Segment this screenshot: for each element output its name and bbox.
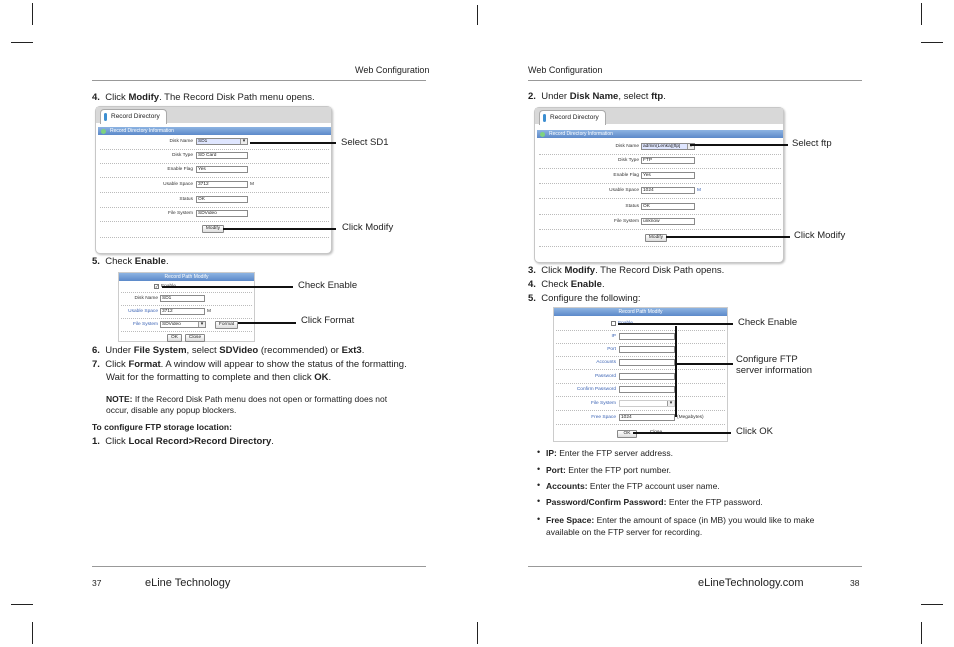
callout-configure-ftp: Configure FTP server information	[736, 354, 813, 376]
row-divider	[121, 318, 252, 319]
section-bar: Record Directory Information	[537, 130, 783, 138]
row-divider	[539, 168, 781, 169]
ok-button[interactable]: OK	[167, 334, 182, 342]
disk-name-field: SD1	[160, 295, 205, 302]
format-button[interactable]: Format	[215, 321, 238, 329]
usable-space-label: Usable Space	[163, 182, 193, 187]
disk-name-select[interactable]: admin(Lenka)[ftp] ▾	[641, 143, 695, 150]
tab-record-directory[interactable]: Record Directory	[539, 110, 606, 125]
row-divider	[121, 331, 252, 332]
free-space-unit: (Megabytes)	[677, 415, 704, 420]
footer-rule-right	[528, 566, 862, 567]
callout-pointer	[162, 286, 293, 288]
callout-select-ftp: Select ftp	[792, 138, 832, 149]
password-input[interactable]	[619, 373, 675, 380]
enable-flag-field: Yes	[641, 172, 695, 179]
callout-pointer	[666, 236, 790, 238]
bullet-ip: • IP: Enter the FTP server address.	[546, 447, 673, 459]
ok-button[interactable]: OK	[617, 430, 637, 438]
row-divider	[539, 214, 781, 215]
crop-mark	[921, 604, 943, 605]
step-1-left: 1. Click Local Record>Record Directory.	[92, 436, 274, 447]
callout-pointer	[633, 432, 731, 434]
confirm-password-label: Confirm Password	[576, 387, 616, 392]
callout-check-enable: Check Enable	[298, 280, 358, 291]
usable-space-field: 3712	[196, 181, 248, 188]
row-divider	[100, 207, 329, 208]
callout-check-enable: Check Enable	[738, 317, 798, 328]
accounts-label: Accounts	[596, 360, 616, 365]
callout-pointer	[223, 228, 336, 230]
callout-pointer	[675, 363, 733, 365]
accounts-input[interactable]	[619, 359, 675, 366]
row-divider	[100, 221, 329, 222]
disk-name-label: Disk Name	[615, 144, 639, 149]
free-space-label: Free Space	[591, 415, 616, 420]
row-divider	[539, 183, 781, 184]
row-divider	[539, 229, 781, 230]
row-divider	[100, 237, 329, 238]
crop-mark	[921, 3, 922, 25]
file-system-label: File System	[590, 401, 616, 406]
disk-type-field: FTP	[641, 157, 695, 164]
usable-space-unit: M	[250, 182, 254, 187]
usable-space-field: 1024	[641, 187, 695, 194]
callout-click-ok: Click OK	[736, 426, 773, 437]
record-path-modify-screenshot-1	[118, 272, 255, 342]
row-divider	[100, 163, 329, 164]
record-directory-screenshot-2	[534, 107, 784, 263]
file-system-field: SDVideo	[196, 210, 248, 217]
modify-button[interactable]: Modify	[202, 225, 224, 233]
disk-type-label: Disk Type	[172, 153, 193, 158]
row-divider	[100, 149, 329, 150]
note-text: NOTE: If the Record Disk Path menu does not open or formatting does not occur, disable any popup blockers.	[106, 394, 388, 415]
crop-mark	[921, 622, 922, 644]
disk-name-label: Disk Name	[134, 296, 158, 301]
callout-pointer	[618, 323, 733, 325]
file-system-label: File System	[167, 211, 193, 216]
confirm-password-input[interactable]	[619, 386, 675, 393]
step-4-right: 4. Check Enable.	[528, 279, 605, 290]
ip-label: IP	[611, 334, 616, 339]
row-divider	[556, 343, 725, 344]
row-divider	[539, 154, 781, 155]
row-divider	[100, 177, 329, 178]
section-bar: Record Path Modify	[554, 308, 727, 316]
status-label: Status	[625, 204, 639, 209]
footer-left: eLine Technology	[145, 577, 231, 589]
step-2-right: 2. Under Disk Name, select ftp.	[528, 91, 666, 102]
tab-record-directory[interactable]: Record Directory	[100, 109, 167, 124]
usable-space-label: Usable Space	[128, 309, 158, 314]
row-divider	[556, 383, 725, 384]
step-7-left: 7. Click Format. A window will appear to show the status of the formatting. Wait for the formatting to complete and then click OK.	[92, 359, 407, 383]
usable-space-label: Usable Space	[609, 188, 639, 193]
ftp-heading: To configure FTP storage location:	[92, 422, 232, 432]
file-system-select[interactable]: SDVideo ▾	[160, 321, 206, 328]
header-rule-right	[528, 80, 862, 81]
callout-bracket	[675, 326, 677, 417]
modify-button[interactable]: Modify	[645, 234, 667, 242]
callout-select-sd1: Select SD1	[341, 137, 389, 148]
bullet-password: • Password/Confirm Password: Enter the FTP password.	[546, 496, 763, 508]
crop-mark	[477, 622, 478, 644]
page-number-left: 37	[92, 578, 102, 588]
bullet-free-space: • Free Space: Enter the amount of space (in MB) you would like to make available on the FTP server for recording.	[546, 514, 814, 538]
row-divider	[539, 198, 781, 199]
file-system-select[interactable]	[619, 400, 675, 407]
enable-checkbox[interactable]	[611, 321, 616, 326]
port-label: Port	[607, 347, 616, 352]
status-label: Status	[179, 197, 193, 202]
record-path-modify-screenshot-2	[553, 307, 728, 442]
callout-pointer	[690, 144, 788, 146]
port-input[interactable]	[619, 346, 675, 353]
row-divider	[539, 246, 781, 247]
disk-name-select[interactable]: SD1 ▾	[196, 138, 248, 145]
section-bar: Record Directory Information	[98, 127, 331, 135]
step-5-right: 5. Configure the following:	[528, 293, 641, 304]
usable-space-field: 3712	[160, 308, 205, 315]
status-field: OK	[196, 196, 248, 203]
callout-click-modify: Click Modify	[794, 230, 846, 241]
section-bar: Record Path Modify	[119, 273, 254, 281]
crop-mark	[32, 622, 33, 644]
row-divider	[556, 396, 725, 397]
step-4-left: 4. Click Modify. The Record Disk Path menu opens.	[92, 92, 315, 103]
callout-click-modify: Click Modify	[342, 222, 394, 233]
free-space-input[interactable]: 1024	[619, 414, 675, 421]
status-field: OK	[641, 203, 695, 210]
bullet-port: • Port: Enter the FTP port number.	[546, 464, 671, 476]
usable-space-unit: M	[207, 309, 211, 314]
page-header-left: Web Configuration	[355, 65, 430, 75]
crop-mark	[32, 3, 33, 25]
step-5-left: 5. Check Enable.	[92, 256, 169, 267]
callout-click-format: Click Format	[301, 315, 355, 326]
usable-space-unit: M	[697, 188, 701, 193]
row-divider	[556, 330, 725, 331]
close-button[interactable]: Close	[185, 334, 205, 342]
row-divider	[556, 424, 725, 425]
ip-input[interactable]	[619, 333, 675, 340]
enable-flag-label: Enable Flag	[167, 167, 193, 172]
disk-type-field: SD Card	[196, 152, 248, 159]
enable-checkbox[interactable]: ✓	[155, 284, 159, 289]
crop-mark	[477, 5, 478, 25]
bullet-accounts: • Accounts: Enter the FTP account user name.	[546, 480, 720, 492]
password-label: Password	[594, 374, 616, 379]
disk-name-label: Disk Name	[169, 139, 193, 144]
crop-mark	[11, 42, 33, 43]
row-divider	[121, 305, 252, 306]
disk-type-label: Disk Type	[618, 158, 639, 163]
file-system-label: File System	[613, 219, 639, 224]
row-divider	[556, 356, 725, 357]
file-system-field: unknow	[641, 218, 695, 225]
row-divider	[556, 369, 725, 370]
step-3-right: 3. Click Modify. The Record Disk Path opens.	[528, 265, 725, 276]
page-number-right: 38	[850, 578, 860, 588]
callout-pointer	[250, 142, 336, 144]
footer-rule-left	[92, 566, 426, 567]
enable-flag-field: Yes	[196, 166, 248, 173]
row-divider	[100, 192, 329, 193]
callout-pointer	[238, 322, 296, 324]
header-rule-left	[92, 80, 426, 81]
record-directory-screenshot-1	[95, 106, 332, 254]
footer-right: eLineTechnology.com	[698, 577, 804, 589]
crop-mark	[921, 42, 943, 43]
row-divider	[121, 292, 252, 293]
row-divider	[556, 410, 725, 411]
enable-flag-label: Enable Flag	[613, 173, 639, 178]
page-header-right: Web Configuration	[528, 65, 603, 75]
file-system-label: File System	[132, 322, 158, 327]
step-6-left: 6. Under File System, select SDVideo (recommended) or Ext3.	[92, 345, 365, 356]
crop-mark	[11, 604, 33, 605]
